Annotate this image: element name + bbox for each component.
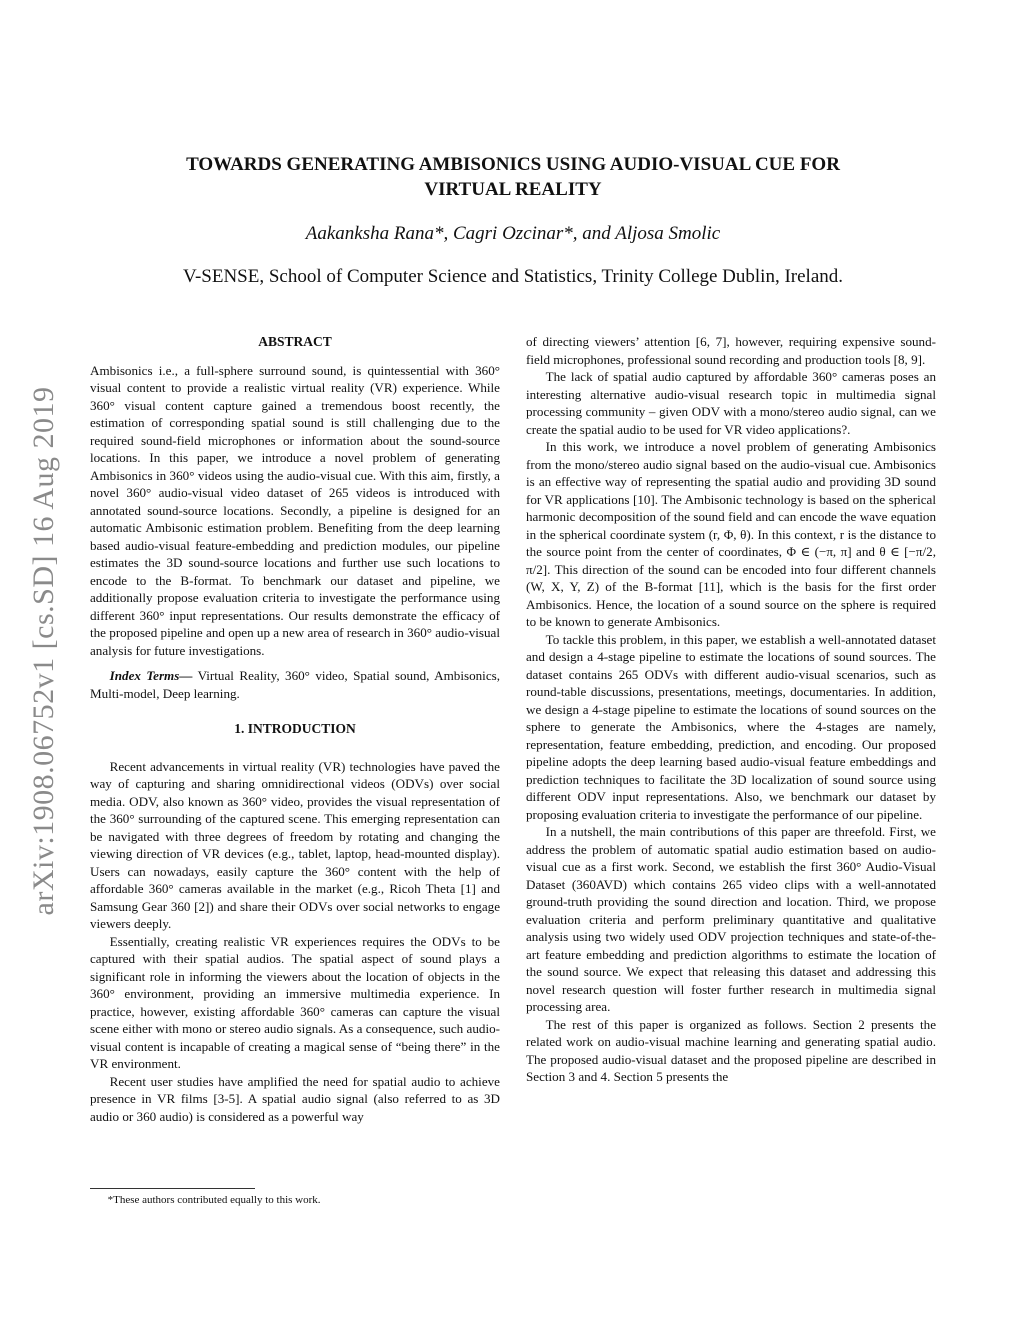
left-column bbox=[90, 333, 500, 1125]
intro-paragraph: To tackle this problem, in this paper, we establish a well-annotated dataset and design a 4-stage pipeline to estimate the locations of sound sources. The dataset contains 265 ODVs with different audio-visual scenarios, such as round-table discussions, presentations, meetings, documentaries. In addition, we design a 4-stage pipeline to estimate the locations of sound sources on the sphere to generate the Ambisonics, where the 4-stages are namely, representation, feature embedding, prediction, and encoding. Our proposed pipeline adopts the deep learning based audio-visual feature embeddings and prediction techniques to facilitate the 3D localization of sound source using different ODV input representations. Also, we benchmark our dataset by proposing evaluation criteria to investigate the performance of our pipeline. bbox=[526, 631, 936, 822]
intro-paragraph: The rest of this paper is organized as follows. Section 2 presents the related work on audio-visual machine learning and generating spatial audio. The proposed audio-visual dataset and the proposed pipeline are described in Section 3 and 4. Section 5 presents the bbox=[526, 1016, 936, 1084]
intro-paragraph: Recent user studies have amplified the need for spatial audio to achieve presence in VR films [3-5]. A spatial audio signal (also referred to as 3D audio or 360 audio) is considered as a powerful way bbox=[90, 1073, 500, 1124]
title-line-2: VIRTUAL REALITY bbox=[424, 179, 602, 200]
footnote-divider bbox=[90, 1188, 255, 1189]
arxiv-identifier: arXiv:1908.06752v1 [cs.SD] 16 Aug 2019 bbox=[27, 386, 60, 916]
title-line-1: TOWARDS GENERATING AMBISONICS USING AUDIO-VISUAL CUE FOR bbox=[186, 154, 840, 175]
intro-paragraph: In this work, we introduce a novel problem of generating Ambisonics from the mono/stereo audio signal based on the audio-visual cue. Ambisonics is an effective way of representing the spatial audio and providing 3D sound for VR applications [10]. The Ambisonic technology is based on the spherical harmonic decomposition of the sound field and can encode the wave equation in the spherical coordinate system (r, Φ, θ). In this context, r is the distance to the source point from the center of coordinates, Φ ∈ (−π, π] and θ ∈ [−π/2, π/2]. This direction of the sound can be encoded into four different channels (W, X, Y, Z) of the B-format [11], which is the basis for the first order Ambisonics. Hence, the location of a sound source on the sphere is required to be known to generate Ambisonics. bbox=[526, 439, 936, 629]
index-terms-text: Virtual Reality, 360° video, Spatial sound, Ambisonics, Multi-model, Deep learning. bbox=[90, 668, 500, 701]
index-terms bbox=[90, 667, 500, 702]
footnote: *These authors contributed equally to this work. bbox=[107, 1194, 321, 1206]
abstract-text: Ambisonics i.e., a full-sphere surround sound, is quintessential with 360° visual content to provide a realistic virtual reality (VR) experience. While 360° visual content capture gained a tremendous boost recently, the estimation of corresponding spatial sound is still challenging due to the required sound-field microphones or information about the sound-source locations. In this paper, we introduce a novel problem of generating Ambisonics in 360° videos using the audio-visual cue. With this aim, firstly, a novel 360° audio-visual video dataset of 265 videos is introduced with annotated sound-source locations. Secondly, a pipeline is designed for an automatic Ambisonic estimation problem. Benefiting from the deep learning based audio-visual feature-embedding and prediction modules, our pipeline estimates the 3D sound-source locations and further use such locations to encode to the B-format. To benchmark our dataset and pipeline, we additionally propose evaluation criteria to investigate the performance using different 360° input representations. Our results demonstrate the efficacy of the proposed pipeline and open up a new area of research in 360° audio-visual analysis for future investigations. bbox=[90, 362, 500, 658]
intro-paragraph: Essentially, creating realistic VR experiences requires the ODVs to be captured with their spatial audios. The spatial aspect of sound plays a significant role in informing the viewers about the location of objects in the 360° environment, providing an immersive multimedia experience. In practice, however, existing affordable 360° cameras can capture the visual scene either with mono or stereo audio signals. As a consequence, such audio-visual content is incapable of creating a magical sense of “being there” in the VR environment. bbox=[90, 933, 500, 1071]
intro-paragraph: In a nutshell, the main contributions of this paper are threefold. First, we address the problem of automatic spatial audio estimation based on audio-visual cue as a first work. Second, we establish the first 360° Audio-Visual Dataset (360AVD) which contains 265 video clips with a well-annotated ground-truth providing the sound direction and location. Third, we propose evaluation criteria and perform preliminary quantitative and qualitative analysis using two widely used ODV projection techniques and state-of-the-art feature embedding and prediction algorithms to estimate the location of the sound source. We expect that releasing this dataset and addressing this novel research question will foster further research in multimedia signal processing area. bbox=[526, 824, 936, 1014]
intro-paragraph: The lack of spatial audio captured by affordable 360° cameras poses an interesting alternative audio-visual research topic in multimedia signal processing community – given ODV with a mono/stereo audio signal, can we create the spatial audio to be used for VR video applications?. bbox=[526, 369, 936, 437]
intro-paragraph: Recent advancements in virtual reality (VR) technologies have paved the way of capturing and sharing omnidirectional videos (ODVs) over social media. ODV, also known as 360° video, provides the visual representation of the 360° surrounding of the captured scene. This emerging representation can be navigated with three degrees of freedom by rotating and changing the viewing direction of VR devices (e.g., tablet, laptop, head-mounted display). Users can nowadays, easily capture the 360° content with the help of affordable 360° cameras available in the market (e.g., Ricoh Theta [1] and Samsung Gear 360 [2]) and share their ODVs over social networks to engage viewers deeply. bbox=[90, 758, 500, 931]
abstract-heading: ABSTRACT bbox=[258, 334, 332, 349]
author-list: Aakanksha Rana*, Cagri Ozcinar*, and Aljosa Smolic bbox=[305, 223, 721, 244]
index-terms-label: Index Terms— bbox=[109, 668, 193, 683]
affiliation: V-SENSE, School of Computer Science and Statistics, Trinity College Dublin, Ireland. bbox=[182, 266, 844, 287]
intro-paragraph: of directing viewers’ attention [6, 7], however, requiring expensive sound-field microphones, professional sound recording and production tools [8, 9]. bbox=[526, 334, 936, 367]
introduction-heading: 1. INTRODUCTION bbox=[234, 721, 356, 736]
paper-title bbox=[90, 152, 936, 202]
right-column bbox=[526, 333, 936, 1086]
